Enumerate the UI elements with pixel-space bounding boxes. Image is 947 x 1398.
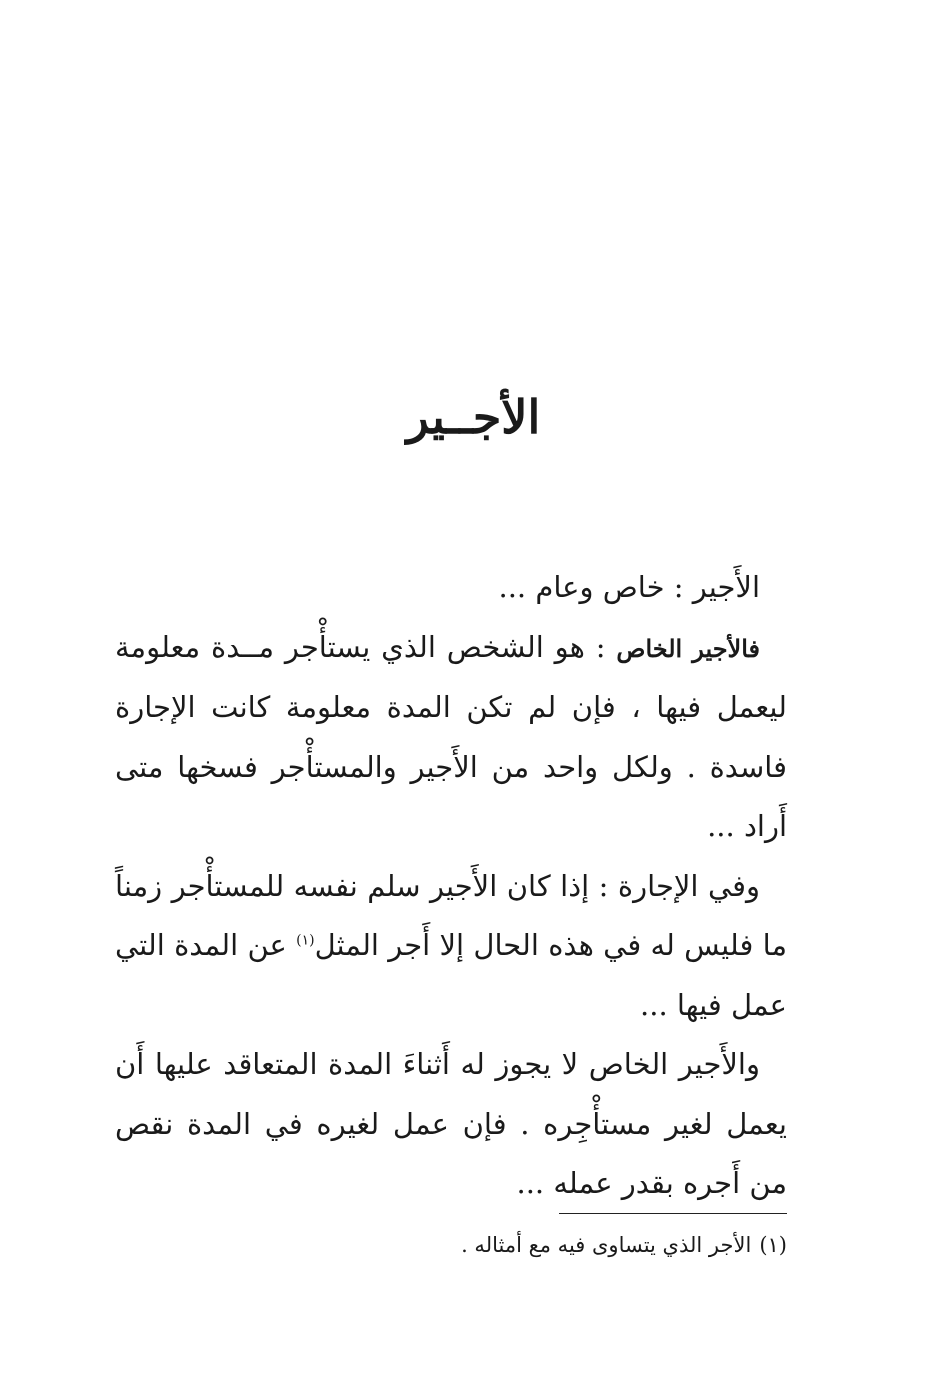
footnote-number: (١) [759,1233,787,1257]
defined-term: فالأجير الخاص [616,633,761,663]
intro-paragraph: الأَجير : خاص وعام ... [498,570,760,604]
footnote-reference[interactable]: (١) [296,932,315,949]
definition-paragraph [115,618,787,857]
ijara-text-end: عن المدة التي عمل فيها ... [115,928,787,1022]
special-worker-paragraph: والأَجير الخاص لا يجوز له أَثناءَ المدة المتعاقد عليها أَن يعمل لغير مستأْجِره . فإن عمل لغيره في المدة نقص من أَجره بقدر عمله ... [115,1047,787,1200]
body-text [115,558,787,1214]
footnote-text: الأجر الذي يتساوى فيه مع أمثاله . [461,1233,752,1257]
ijara-text-start: وفي الإجارة : إذا كان الأَجير سلم نفسه للمستأْجر زمناً ما فليس له في هذه الحال إلا أَجر المثل [115,868,787,962]
page-title: الأجــير [406,390,541,444]
definition-text: : هو الشخص الذي يستأْجر مــدة معلومة ليعمل فيها ، فإن لم تكن المدة معلومة كانت الإجارة فاسدة . ولكل واحد من الأَجير والمستأْجر فسخها متى أَراد ... [115,629,787,843]
footnote-divider [559,1213,787,1214]
footnote [115,1228,787,1262]
ijara-paragraph [115,857,787,1036]
